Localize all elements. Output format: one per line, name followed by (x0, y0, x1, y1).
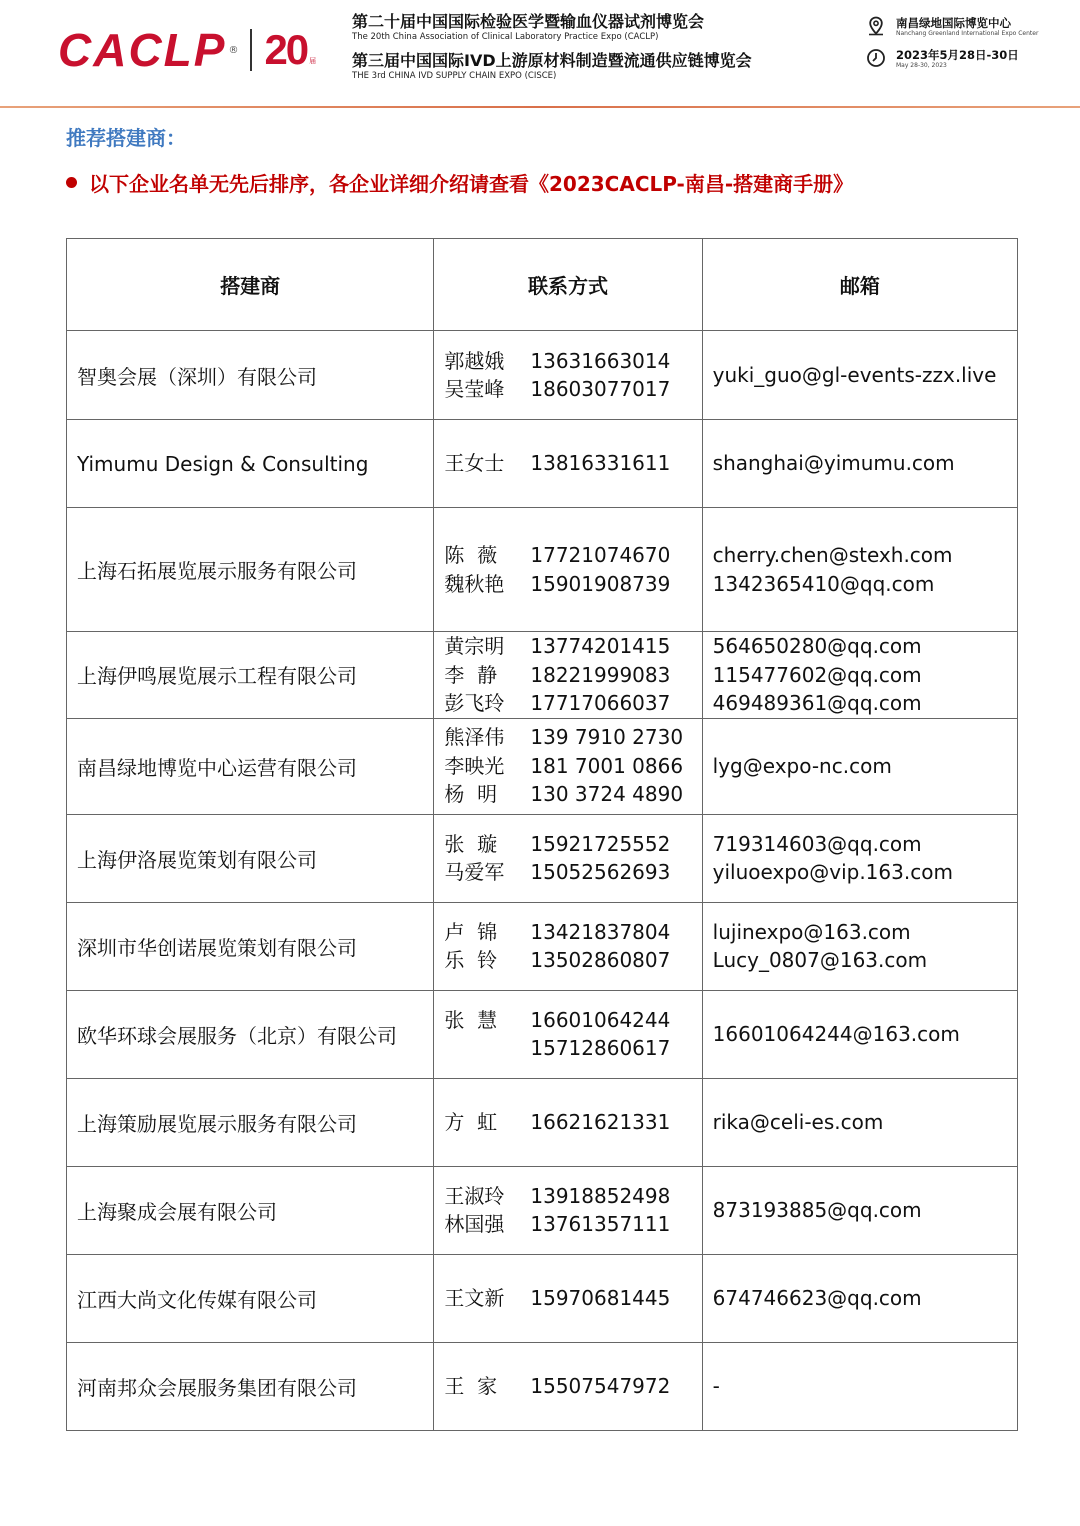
date-row (866, 48, 1066, 70)
company-cell (67, 420, 434, 508)
anniversary-sub: 届 (309, 57, 317, 65)
contact-line (444, 946, 691, 975)
email-cell (702, 814, 1017, 902)
table-row (67, 814, 1018, 902)
email-cell (702, 718, 1017, 814)
registered-mark: ® (228, 44, 239, 56)
contact-phone: 13816331611 (530, 451, 671, 476)
contact-cell (434, 508, 702, 632)
contact-phone: 13761357111 (530, 1212, 671, 1236)
contact-line (444, 1372, 691, 1401)
contact-line (444, 723, 691, 752)
section-title: 推荐搭建商： (66, 126, 186, 150)
contact-phone: 18221999083 (530, 662, 671, 687)
contact-phone: 16601064244 (530, 1007, 671, 1032)
email-cell (702, 420, 1017, 508)
company-name: 上海石拓展览展示服务有限公司 (77, 559, 357, 583)
contact-name: 马爱军 (444, 860, 505, 884)
contact-name: 张 慧 (444, 1007, 498, 1032)
notice-line (66, 168, 853, 197)
header-email: 邮箱 (702, 239, 1017, 331)
table-row (67, 718, 1018, 814)
contact-line (444, 1034, 691, 1063)
company-name: 河南邦众会展服务集团有限公司 (77, 1375, 357, 1400)
company-name: 深圳市华创诺展览策划有限公司 (77, 935, 357, 960)
contact-phone: 15052562693 (530, 860, 671, 884)
table-row (67, 990, 1018, 1078)
email-address: cherry.chen@stexh.com (712, 543, 953, 567)
email-address: 674746623@qq.com (712, 1285, 922, 1310)
company-cell (67, 718, 434, 814)
company-cell (67, 990, 434, 1078)
email-address: 719314603@qq.com (712, 831, 922, 856)
contact-name: 郭越娥 (444, 348, 505, 373)
contact-phone: 13774201415 (530, 634, 671, 658)
page-header (0, 0, 1080, 108)
email-address: 115477602@qq.com (712, 662, 922, 687)
email-cell (702, 1342, 1017, 1430)
contact-line (444, 780, 691, 809)
contact-name: 林国强 (444, 1212, 505, 1236)
contact-line (444, 449, 691, 478)
contact-line (444, 347, 691, 376)
email-cell (702, 1254, 1017, 1342)
table-row (67, 1254, 1018, 1342)
expo-title-2-en: THE 3rd CHINA IVD SUPPLY CHAIN EXPO (CISCE) (352, 71, 557, 81)
company-name: 上海伊鸣展览展示工程有限公司 (77, 664, 357, 689)
company-cell (67, 902, 434, 990)
contact-name: 张 璇 (444, 831, 498, 856)
contact-cell (434, 1342, 702, 1430)
contact-phone: 17721074670 (530, 543, 671, 567)
date-en: May 28-30, 2023 (896, 62, 947, 69)
email-address: 1342365410@qq.com (712, 571, 935, 596)
contact-name: 卢 锦 (444, 919, 498, 944)
table-header-row (67, 239, 1018, 331)
logo-divider (250, 29, 252, 71)
company-cell (67, 1078, 434, 1166)
email-cell (702, 990, 1017, 1078)
contact-name: 李 静 (444, 662, 498, 687)
expo-title-1-en: The 20th China Association of Clinical Laboratory Practice Expo (CACLP) (352, 32, 659, 42)
contact-name: 王 家 (444, 1373, 498, 1398)
contact-cell (434, 632, 702, 719)
email-address: rika@celi-es.com (712, 1109, 884, 1134)
contact-phone: 18603077017 (530, 377, 671, 401)
caclp-logo (58, 24, 316, 76)
company-cell (67, 1166, 434, 1254)
table-row (67, 508, 1018, 632)
company-name: 南昌绿地博览中心运营有限公司 (77, 755, 357, 780)
contact-name: 王女士 (444, 451, 505, 476)
contact-phone: 17717066037 (530, 691, 671, 715)
contact-line (444, 1210, 691, 1239)
company-name: 智奥会展（深圳）有限公司 (77, 364, 317, 389)
contact-phone: 181 7001 0866 (530, 753, 684, 778)
contact-line (444, 1182, 691, 1211)
contact-line (444, 830, 691, 859)
company-name: 江西大尚文化传媒有限公司 (77, 1287, 317, 1312)
logo-text: CACLP (58, 24, 227, 76)
contact-line (444, 752, 691, 781)
venue-en: Nanchang Greenland International Expo Center (896, 30, 1039, 37)
contact-phone: 13421837804 (530, 919, 671, 944)
company-cell (67, 632, 434, 719)
email-cell (702, 508, 1017, 632)
contact-name: 杨 明 (444, 782, 498, 807)
contact-line (444, 661, 691, 690)
clock-icon (866, 48, 886, 68)
expo-title-1: 第二十届中国国际检验医学暨输血仪器试剂博览会 (352, 12, 705, 31)
email-cell (702, 1078, 1017, 1166)
contact-cell (434, 1254, 702, 1342)
contact-name: 魏秋艳 (444, 571, 505, 596)
contact-name: 乐 铃 (444, 948, 498, 972)
table-row (67, 1166, 1018, 1254)
contact-phone: 13502860807 (530, 948, 671, 972)
header-contact: 联系方式 (434, 239, 702, 331)
contact-phone: 15507547972 (530, 1373, 671, 1398)
contact-line (444, 918, 691, 947)
contact-name: 陈 薇 (444, 543, 498, 567)
contact-phone: 15970681445 (530, 1285, 671, 1310)
company-name: Yimumu Design & Consulting (77, 451, 369, 476)
email-cell (702, 902, 1017, 990)
email-address: yuki_guo@gl-events-zzx.live (712, 362, 997, 387)
contact-line (444, 1006, 691, 1035)
contact-phone: 15712860617 (530, 1036, 671, 1060)
contact-phone: 13631663014 (530, 348, 671, 373)
company-cell (67, 508, 434, 632)
email-cell (702, 632, 1017, 719)
company-name: 上海伊洛展览策划有限公司 (77, 847, 317, 872)
company-name: 上海策励展览展示服务有限公司 (77, 1111, 357, 1136)
notice-text: 以下企业名单无先后排序，各企业详细介绍请查看《2023CACLP-南昌-搭建商手册》 (89, 172, 854, 196)
contact-cell (434, 1078, 702, 1166)
contact-line (444, 1108, 691, 1137)
company-name: 上海聚成会展有限公司 (77, 1199, 277, 1224)
contact-name: 王文新 (444, 1285, 505, 1310)
table-row (67, 331, 1018, 420)
header-divider (0, 106, 1080, 108)
table-row (67, 420, 1018, 508)
contact-phone: 130 3724 4890 (530, 782, 684, 807)
contact-line (444, 858, 691, 887)
contact-name: 吴莹峰 (444, 377, 505, 401)
company-cell (67, 814, 434, 902)
contact-name: 李映光 (444, 753, 505, 778)
contact-name: 彭飞玲 (444, 691, 505, 715)
table-row (67, 632, 1018, 719)
expo-title-2: 第三届中国国际IVD上游原材料制造暨流通供应链博览会 (352, 51, 752, 70)
contact-cell (434, 420, 702, 508)
header-company: 搭建商 (67, 239, 434, 331)
contact-name: 方 虹 (444, 1109, 498, 1134)
table-row (67, 1342, 1018, 1430)
company-cell (67, 1254, 434, 1342)
contact-phone: 16621621331 (530, 1109, 671, 1134)
email-address: 16601064244@163.com (712, 1021, 960, 1046)
anniversary-mark: 20 (264, 26, 308, 73)
contact-line (444, 375, 691, 404)
contact-cell (434, 990, 702, 1078)
contact-line (444, 632, 691, 661)
contact-name: 王淑玲 (444, 1183, 505, 1208)
contact-name: 黄宗明 (444, 634, 505, 658)
company-cell (67, 1342, 434, 1430)
contact-phone: 15921725552 (530, 831, 671, 856)
location-pin-icon (866, 16, 886, 36)
contact-cell (434, 902, 702, 990)
date-cn: 2023年5月28日-30日 (896, 48, 1019, 62)
table-row (67, 902, 1018, 990)
expo-titles (352, 12, 772, 82)
contact-line (444, 541, 691, 570)
contact-cell (434, 1166, 702, 1254)
company-cell (67, 331, 434, 420)
email-address: shanghai@yimumu.com (712, 451, 955, 476)
contact-phone: 139 7910 2730 (530, 725, 684, 750)
contact-line (444, 1284, 691, 1313)
email-cell (702, 331, 1017, 420)
email-address: 469489361@qq.com (712, 691, 922, 715)
email-address: lyg@expo-nc.com (712, 753, 892, 778)
email-address: - (712, 1373, 720, 1398)
contact-line (444, 689, 691, 718)
email-address: Lucy_0807@163.com (712, 948, 928, 972)
contact-name: 熊泽伟 (444, 725, 505, 750)
expo-info (866, 16, 1066, 80)
contact-name (444, 1034, 530, 1063)
venue-cn: 南昌绿地国际博览中心 (896, 16, 1011, 30)
venue-row (866, 16, 1066, 38)
supplier-table (66, 238, 1018, 1431)
contact-cell (434, 331, 702, 420)
contact-line (444, 570, 691, 599)
company-name: 欧华环球会展服务（北京）有限公司 (77, 1023, 397, 1048)
table-row (67, 1078, 1018, 1166)
contact-phone: 13918852498 (530, 1183, 671, 1208)
email-address: 873193885@qq.com (712, 1197, 922, 1222)
contact-cell (434, 718, 702, 814)
email-address: yiluoexpo@vip.163.com (712, 860, 953, 884)
email-cell (702, 1166, 1017, 1254)
bullet-dot-icon (66, 177, 77, 188)
contact-cell (434, 814, 702, 902)
contact-phone: 15901908739 (530, 571, 671, 596)
email-address: 564650280@qq.com (712, 634, 922, 658)
email-address: lujinexpo@163.com (712, 919, 911, 944)
